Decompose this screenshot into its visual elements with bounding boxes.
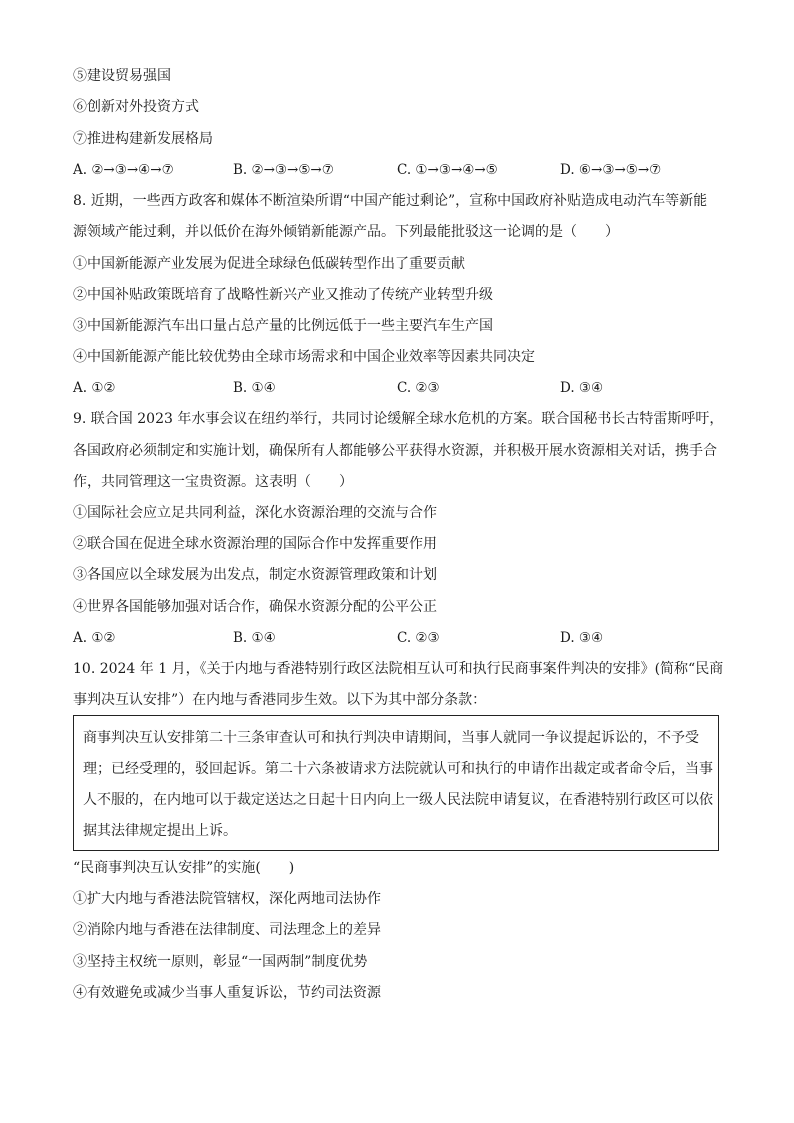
q10-item-3: ③坚持主权统一原则，彰显“一国两制”制度优势 — [73, 954, 368, 970]
q8-item-1: ①中国新能源产业发展为促进全球绿色低碳转型作出了重要贡献 — [73, 256, 465, 272]
q8-option-d[interactable]: D. ③④ — [560, 380, 604, 396]
q10-excerpt-line-2: 理；已经受理的，驳回起诉。第二十六条被请求方法院就认可和执行的申请作出裁定或者命令后，当事 — [83, 761, 713, 777]
q9-stem-line-1: 9. 联合国 2023 年水事会议在纽约举行，共同讨论缓解全球水危机的方案。联合国秘书长古特雷斯呼吁， — [73, 411, 724, 427]
q9-option-d[interactable]: D. ③④ — [560, 630, 604, 646]
q9-option-c[interactable]: C. ②③ — [397, 630, 440, 646]
q10-excerpt-line-3: 人不服的，在内地可以于裁定送达之日起十日内向上一级人民法院申请复议，在香港特别行政区可以依 — [83, 792, 713, 808]
q9-item-2: ②联合国在促进全球水资源治理的国际合作中发挥重要作用 — [73, 536, 437, 552]
q7-item-6: ⑥创新对外投资方式 — [73, 99, 199, 115]
q8-item-4: ④中国新能源产能比较优势由全球市场需求和中国企业效率等因素共同决定 — [73, 349, 535, 365]
q9-option-a[interactable]: A. ①② — [73, 630, 116, 646]
q8-item-2: ②中国补贴政策既培育了战略性新兴产业又推动了传统产业转型升级 — [73, 287, 493, 303]
q9-options — [73, 628, 733, 648]
q10-item-1: ①扩大内地与香港法院管辖权，深化两地司法协作 — [73, 891, 381, 907]
q9-stem-line-3: 作，共同管理这一宝贵资源。这表明（ ） — [73, 474, 353, 490]
q7-item-7: ⑦推进构建新发展格局 — [73, 131, 213, 147]
q9-item-4: ④世界各国能够加强对话合作，确保水资源分配的公平公正 — [73, 599, 437, 615]
q7-option-d[interactable]: D. ⑥→③→⑤→⑦ — [560, 162, 662, 178]
q8-options — [73, 378, 733, 398]
q10-item-2: ②消除内地与香港在法律制度、司法理念上的差异 — [73, 922, 381, 938]
q9-item-3: ③各国应以全球发展为出发点，制定水资源管理政策和计划 — [73, 567, 437, 583]
q10-question: “民商事判决互认安排”的实施( ) — [73, 860, 295, 876]
q8-option-a[interactable]: A. ①② — [73, 380, 116, 396]
q8-option-b[interactable]: B. ①④ — [233, 380, 276, 396]
q7-item-5: ⑤建设贸易强国 — [73, 68, 171, 84]
q7-option-a[interactable]: A. ②→③→④→⑦ — [73, 162, 174, 178]
q10-stem-line-1: 10. 2024 年 1 月，《关于内地与香港特别行政区法院相互认可和执行民商事案件判决的安排》(简称“民商 — [73, 661, 724, 677]
q9-option-b[interactable]: B. ①④ — [233, 630, 276, 646]
q7-option-b[interactable]: B. ②→③→⑤→⑦ — [233, 162, 334, 178]
q7-option-c[interactable]: C. ①→③→④→⑤ — [397, 162, 498, 178]
q8-option-c[interactable]: C. ②③ — [397, 380, 440, 396]
q7-options — [73, 160, 733, 180]
q10-stem-line-2: 事判决互认安排”）在内地与香港同步生效。以下为其中部分条款： — [73, 692, 487, 708]
q10-item-4: ④有效避免或减少当事人重复诉讼，节约司法资源 — [73, 985, 381, 1001]
q10-excerpt-box — [73, 715, 719, 851]
q10-excerpt-line-4: 据其法律规定提出上诉。 — [83, 823, 237, 839]
q8-stem-line-2: 源领域产能过剩，并以低价在海外倾销新能源产品。下列最能批驳这一论调的是（ ） — [73, 224, 619, 240]
q9-stem-line-2: 各国政府必须制定和实施计划，确保所有人都能够公平获得水资源，并积极开展水资源相关对话，携手合 — [73, 443, 717, 459]
q10-excerpt-line-1: 商事判决互认安排第二十三条审查认可和执行判决申请期间，当事人就同一争议提起诉讼的，不予受 — [83, 730, 699, 746]
q8-stem-line-1: 8. 近期，一些西方政客和媒体不断渲染所谓“中国产能过剩论”，宣称中国政府补贴造成电动汽车等新能 — [73, 193, 708, 209]
q8-item-3: ③中国新能源汽车出口量占总产量的比例远低于一些主要汽车生产国 — [73, 318, 493, 334]
q9-item-1: ①国际社会应立足共同利益，深化水资源治理的交流与合作 — [73, 505, 437, 521]
